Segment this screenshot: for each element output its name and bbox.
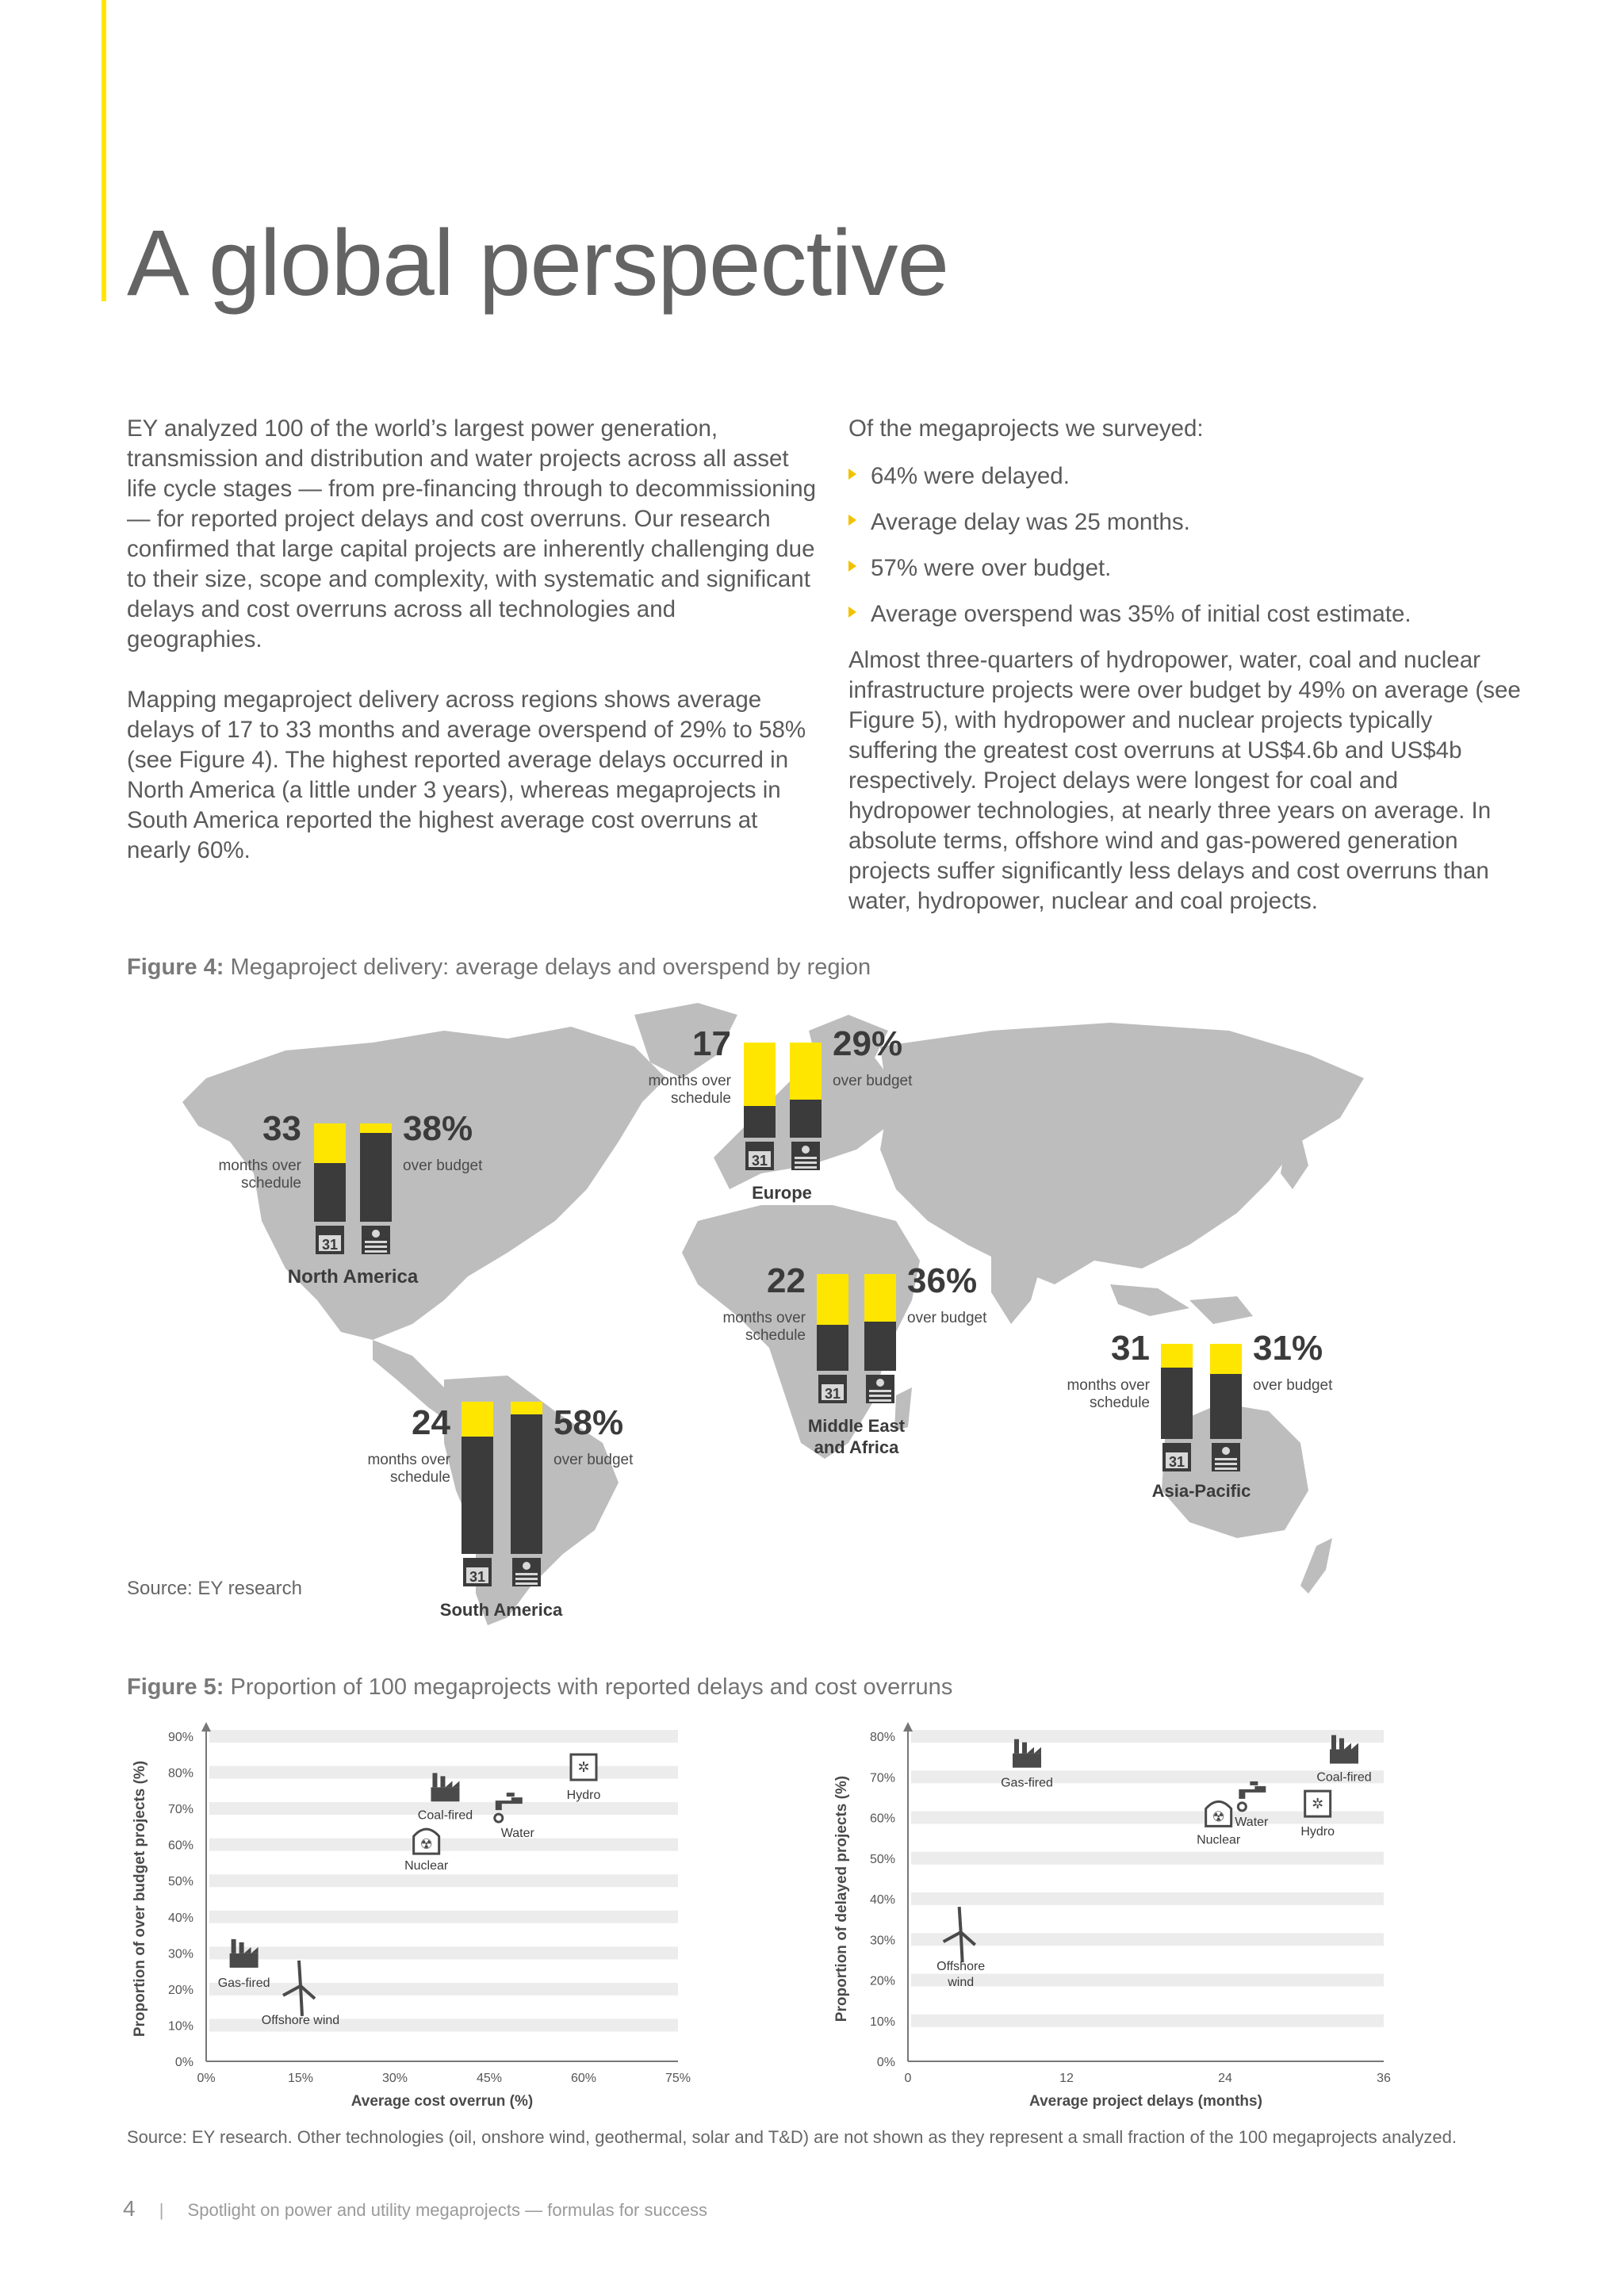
c2-point-label: wind (948, 1976, 975, 1990)
c1-point-coal-fired (418, 1773, 473, 1822)
eu-delay-bar-dark (744, 1106, 776, 1138)
sa-region-name: South America (439, 1600, 563, 1620)
na-budget-value: 38% (403, 1109, 473, 1148)
na-calendar-number: 31 (321, 1237, 339, 1253)
eu-budget-label: over budget (833, 1073, 913, 1089)
ap-budget-label: over budget (1253, 1377, 1333, 1394)
bullet-text: 57% were over budget. (871, 555, 1112, 581)
mea-delay-label-2: schedule (745, 1327, 806, 1344)
sa-delay-value: 24 (412, 1403, 450, 1442)
mea-budget-label: over budget (907, 1310, 987, 1326)
c2-grid-band (911, 1770, 1384, 1783)
mea-budget-bar-dark (864, 1322, 896, 1371)
c2-x-tick: 36 (1377, 2072, 1391, 2085)
mea-region-name-2: and Africa (814, 1437, 899, 1457)
na-delay-value: 33 (262, 1109, 301, 1148)
c2-point-label: Offshore (936, 1960, 986, 1974)
mea-region-name-1: Middle East (807, 1416, 906, 1436)
survey-bullets (848, 461, 1522, 629)
hydro-icon (571, 1755, 596, 1780)
c2-y-tick: 70% (869, 1771, 895, 1785)
eu-calendar-icon (745, 1142, 774, 1170)
figure4-map (0, 983, 1624, 1633)
gas-fired-icon (230, 1939, 259, 1968)
c1-point-label: Nuclear (404, 1859, 449, 1873)
c1-point-label: Offshore wind (261, 2013, 340, 2027)
figure4-source: Source: EY research (127, 1578, 303, 1599)
bullet-text: Average overspend was 35% of initial cost estimate. (871, 601, 1411, 627)
page-number: 4 (123, 2196, 136, 2221)
bullet-triangle-icon (848, 469, 856, 480)
c2-y-tick: 10% (869, 2015, 895, 2029)
sa-delay-bar-yellow (462, 1402, 493, 1437)
svg-text:☢: ☢ (419, 1836, 433, 1853)
c1-grid-band (209, 1983, 678, 1996)
c2-y-tick: 20% (869, 1974, 895, 1988)
c2-y-tick: 50% (869, 1852, 895, 1866)
c2-y-tick-labels (870, 1731, 895, 2069)
c1-x-tick: 0% (197, 2072, 216, 2085)
svg-text:✲: ✲ (1312, 1796, 1324, 1812)
ap-delay-value: 31 (1111, 1329, 1150, 1368)
ap-delay-bar-yellow (1161, 1344, 1193, 1368)
c2-x-tick: 12 (1059, 2072, 1074, 2085)
mea-money-icon (866, 1375, 894, 1403)
c2-x-tick: 24 (1218, 2072, 1232, 2085)
c1-x-tick: 15% (287, 2072, 314, 2085)
survey-lead: Of the megaprojects we surveyed: (848, 415, 1204, 442)
eu-delay-value: 17 (692, 1024, 731, 1063)
c1-point-label: Hydro (566, 1789, 601, 1802)
eu-delay-label-1: months over (648, 1073, 731, 1089)
bullet-text: Average delay was 25 months. (871, 509, 1190, 535)
ap-delay-bar-dark (1161, 1368, 1193, 1439)
figure5-title (127, 1674, 952, 1701)
c1-point-label: Water (500, 1827, 534, 1841)
c2-x-axis-label: Average project delays (months) (1029, 2093, 1262, 2110)
mea-budget-value: 36% (907, 1261, 978, 1300)
hydro-icon (1305, 1791, 1331, 1816)
eu-region-name: Europe (752, 1183, 812, 1203)
bullet-item (848, 553, 1522, 584)
c2-grid-band (911, 1974, 1384, 1990)
c1-y-tick: 0% (174, 2056, 193, 2069)
c2-y-tick: 0% (876, 2056, 895, 2069)
page-title: A global perspective (127, 211, 949, 316)
c2-y-tick: 80% (869, 1731, 895, 1744)
intro-paragraph-2: Mapping megaproject delivery across regions shows average delays of 17 to 33 months and average overspend of 29% to 58% (see Figure 4). The highest reported average delays occurred in North America (a little under 3 years), whereas megaprojects in South America reported the highest average cost overruns at nearly 60%. (127, 687, 806, 863)
svg-text:☢: ☢ (1212, 1808, 1225, 1825)
c2-y-tick: 60% (869, 1812, 895, 1826)
eu-delay-bar-yellow (744, 1043, 776, 1106)
footer-text: Spotlight on power and utility megaprojects — formulas for success (187, 2200, 707, 2220)
c1-point-hydro (567, 1755, 601, 1802)
ap-calendar-number: 31 (1168, 1454, 1185, 1470)
c2-point-label: Coal-fired (1316, 1770, 1372, 1785)
c1-point-label: Gas-fired (217, 1976, 270, 1990)
na-money-icon (362, 1226, 390, 1254)
sa-calendar-icon (463, 1558, 492, 1586)
ap-delay-label-1: months over (1067, 1377, 1150, 1394)
sa-budget-label: over budget (553, 1452, 634, 1468)
c2-y-tick: 40% (869, 1893, 895, 1907)
sa-money-icon (512, 1558, 541, 1586)
bullet-triangle-icon (848, 607, 856, 618)
na-delay-label-1: months over (218, 1158, 301, 1174)
c1-x-tick: 30% (381, 2072, 408, 2085)
c1-grid-band (209, 1911, 678, 1923)
c2-grid-band (911, 1852, 1384, 1865)
c1-x-tick: 60% (570, 2072, 597, 2085)
mea-calendar-icon (818, 1375, 847, 1403)
analysis-paragraph: Almost three-quarters of hydropower, water, coal and nuclear infrastructure projects were over budget by 49% on average (see Figure 5), with hydropower and nuclear projects typically suffering the greatest cost overruns at US$4.6b and US$4b respectively. Project delays were longest for coal and hydropower technologies, at nearly three years on average. In absolute terms, offshore wind and gas-powered generation projects suffer significantly less delays and cost overruns than water, hydropower, nuclear and coal projects. (848, 647, 1521, 914)
mea-delay-label-1: months over (722, 1310, 806, 1326)
c1-y-tick: 30% (167, 1947, 193, 1961)
na-budget-label: over budget (403, 1158, 483, 1174)
na-budget-bar-dark (360, 1133, 392, 1222)
c1-y-tick: 10% (167, 2019, 193, 2034)
c2-x-tick: 0 (904, 2072, 912, 2085)
c1-point-label: Coal-fired (417, 1808, 473, 1823)
c1-y-tick: 40% (167, 1911, 193, 1925)
c1-y-tick-labels (168, 1731, 193, 2069)
c1-y-axis-label: Proportion of over budget projects (%) (132, 1760, 148, 2038)
figure5-source: Source: EY research. Other technologies (oil, onshore wind, geothermal, solar and T&D) are not shown as they represent a small fraction of the 100 megaprojects analyzed. (127, 2127, 1457, 2147)
c2-point-hydro (1300, 1791, 1335, 1839)
sa-delay-label-1: months over (367, 1452, 450, 1468)
bullet-triangle-icon (848, 561, 856, 572)
mea-delay-value: 22 (767, 1261, 806, 1300)
chart-project-delays (825, 1712, 1391, 2110)
c2-y-axis-arrow-icon (903, 1722, 913, 1732)
figure5-caption: Proportion of 100 megaprojects with reported delays and cost overruns (230, 1674, 953, 1700)
c1-x-axis-label: Average cost overrun (%) (350, 2093, 534, 2110)
ap-region-name: Asia-Pacific (1151, 1481, 1251, 1501)
c1-gridlines (209, 1730, 678, 2031)
svg-text:✲: ✲ (577, 1759, 590, 1775)
c2-point-label: Gas-fired (1001, 1776, 1053, 1790)
sa-delay-bar-dark (462, 1437, 493, 1554)
c1-y-tick: 20% (167, 1983, 193, 1997)
c1-y-tick: 80% (167, 1766, 193, 1781)
c2-point-water (1235, 1781, 1269, 1829)
c2-point-gas-fired (1001, 1739, 1053, 1790)
na-calendar-icon (316, 1226, 344, 1254)
c2-grid-band (911, 2015, 1384, 2027)
eu-budget-bar-yellow (790, 1043, 822, 1100)
c1-y-tick: 70% (167, 1803, 193, 1817)
sa-delay-label-2: schedule (389, 1469, 450, 1486)
figure4-label: Figure 4: (127, 955, 224, 980)
c2-y-axis-label: Proportion of delayed projects (%) (833, 1775, 850, 2022)
c1-y-tick: 60% (167, 1839, 193, 1853)
sa-budget-value: 58% (553, 1403, 624, 1442)
c2-x-tick-labels (905, 2072, 1391, 2085)
ap-budget-bar-dark (1210, 1374, 1242, 1439)
c2-grid-band (911, 1730, 1384, 1743)
c2-y-tick: 30% (869, 1934, 895, 1948)
c2-grid-band (911, 1892, 1384, 1905)
c2-point-label: Water (1235, 1815, 1269, 1829)
c1-y-tick: 50% (167, 1875, 193, 1889)
c2-grid-band (911, 1933, 1384, 1946)
bullet-item (848, 599, 1522, 629)
eu-money-icon (791, 1142, 820, 1170)
c1-point-water (495, 1793, 535, 1840)
bullet-text: 64% were delayed. (871, 463, 1070, 489)
c2-point-label: Hydro (1300, 1825, 1335, 1839)
figure4-title (127, 955, 871, 981)
gas-fired-icon (1013, 1739, 1041, 1768)
accent-bar (102, 0, 106, 301)
c1-grid-band (209, 1874, 678, 1887)
ap-calendar-icon (1162, 1443, 1191, 1471)
eu-budget-value: 29% (833, 1024, 903, 1063)
mea-calendar-number: 31 (824, 1386, 841, 1402)
nuclear-icon (1206, 1801, 1231, 1826)
water-icon (1238, 1781, 1266, 1811)
c1-x-tick: 75% (665, 2072, 691, 2085)
na-delay-label-2: schedule (240, 1175, 301, 1192)
intro-paragraph-1: EY analyzed 100 of the world’s largest power generation, transmission and distribution and water projects across all asset life cycle stages — from pre-financing through to decommissioning — for reported project delays and cost overruns. Our research confirmed that large capital projects are inherently challenging due to their size, scope and complexity, with systematic and significant delays and cost overruns across all technologies and geographies. (127, 415, 817, 652)
bullet-item (848, 461, 1522, 492)
ap-delay-label-2: schedule (1089, 1395, 1150, 1411)
bullet-item (848, 507, 1522, 538)
bullet-triangle-icon (848, 515, 856, 526)
na-delay-bar-dark (314, 1163, 346, 1222)
na-budget-bar-yellow (360, 1123, 392, 1133)
na-region-name: North America (287, 1266, 419, 1288)
intro-right-column (848, 414, 1522, 947)
footer-separator: | (159, 2200, 164, 2220)
page-footer (123, 2196, 707, 2221)
nuclear-icon (414, 1829, 439, 1854)
eu-delay-label-2: schedule (670, 1090, 731, 1107)
c1-x-tick: 45% (476, 2072, 503, 2085)
c1-y-tick: 90% (167, 1731, 193, 1744)
sa-calendar-number: 31 (469, 1569, 486, 1585)
intro-left-column (127, 414, 817, 896)
ap-budget-bar-yellow (1210, 1344, 1242, 1374)
figure5-label: Figure 5: (127, 1674, 224, 1700)
figure4-caption: Megaproject delivery: average delays and overspend by region (230, 955, 871, 980)
c1-y-axis-arrow-icon (201, 1722, 211, 1732)
chart-cost-overrun (119, 1712, 833, 2110)
mea-delay-bar-yellow (817, 1274, 848, 1325)
c1-x-tick-labels (197, 2072, 691, 2085)
c2-gridlines (911, 1730, 1384, 2027)
c2-point-label: Nuclear (1197, 1833, 1241, 1847)
c1-grid-band (209, 1946, 678, 1959)
eu-calendar-number: 31 (751, 1153, 768, 1169)
mea-delay-bar-dark (817, 1325, 848, 1371)
na-delay-bar-yellow (314, 1123, 346, 1163)
sa-budget-bar-dark (511, 1414, 542, 1554)
c1-grid-band (209, 1839, 678, 1851)
eu-budget-bar-dark (790, 1100, 822, 1138)
ap-money-icon (1212, 1443, 1240, 1471)
sa-budget-bar-yellow (511, 1402, 542, 1414)
mea-budget-bar-yellow (864, 1274, 896, 1322)
c1-grid-band (209, 1730, 678, 1743)
ap-budget-value: 31% (1253, 1329, 1323, 1368)
